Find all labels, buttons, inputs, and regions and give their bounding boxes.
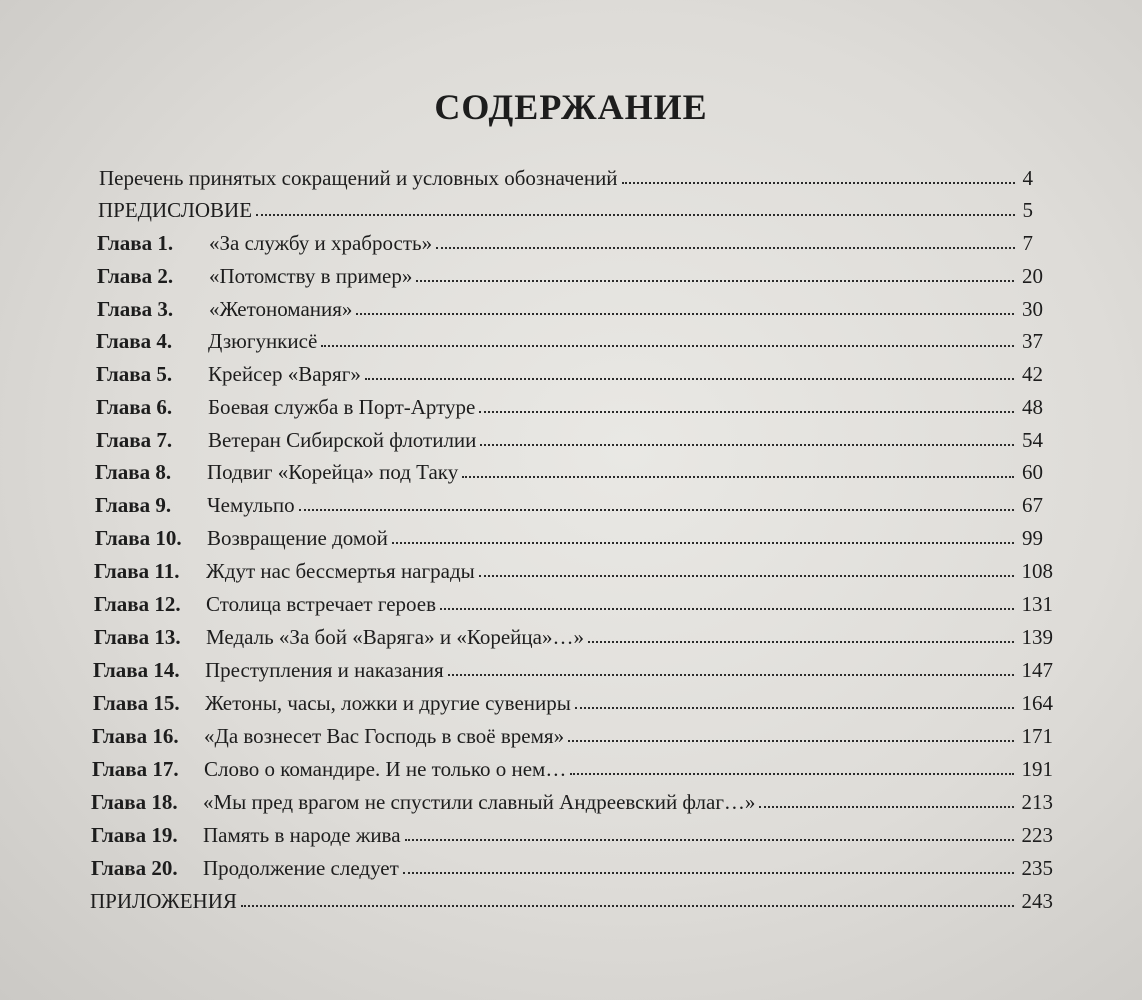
toc-entry-title: ПРИЛОЖЕНИЯ xyxy=(90,889,237,913)
toc-entry xyxy=(93,652,1053,682)
toc-entry xyxy=(93,685,1053,715)
toc-entry-title: Ветеран Сибирской флотилии xyxy=(208,428,477,452)
toc-entry-title: Дзюгункисё xyxy=(208,329,318,353)
toc-entry-title: Чемульпо xyxy=(207,493,295,517)
chapter-number: Глава 7. xyxy=(96,428,173,452)
toc-entry-title: «Потомству в пример» xyxy=(209,264,413,288)
toc-entry xyxy=(92,751,1053,781)
toc-entry-page: 99 xyxy=(1022,526,1043,550)
chapter-number: Глава 15. xyxy=(93,691,180,715)
chapter-number: Глава 19. xyxy=(91,823,178,847)
dot-leader xyxy=(256,214,1014,216)
chapter-number: Глава 18. xyxy=(91,790,178,814)
toc-entry-page: 108 xyxy=(1021,559,1053,583)
toc-entry-page: 67 xyxy=(1022,493,1043,517)
toc-entry xyxy=(96,323,1043,353)
dot-leader xyxy=(568,740,1013,742)
toc-entry-title: Продолжение следует xyxy=(203,856,399,880)
chapter-number: Глава 17. xyxy=(92,757,179,781)
dot-leader xyxy=(436,247,1014,249)
toc-entry-page: 37 xyxy=(1022,329,1043,353)
toc-entry-page: 223 xyxy=(1021,823,1053,847)
chapter-number: Глава 5. xyxy=(96,362,173,386)
toc-entry xyxy=(95,454,1043,484)
dot-leader xyxy=(479,411,1014,413)
chapter-number: Глава 14. xyxy=(93,658,180,682)
toc-entry xyxy=(95,520,1043,550)
toc-entry xyxy=(97,258,1043,288)
toc-entry-page: 213 xyxy=(1021,790,1053,814)
dot-leader xyxy=(241,905,1014,907)
toc-entry xyxy=(97,291,1043,321)
toc-entry xyxy=(92,718,1053,748)
toc-entry-title: Крейсер «Варяг» xyxy=(208,362,361,386)
toc-entry-page: 243 xyxy=(1021,889,1053,913)
dot-leader xyxy=(403,872,1014,874)
toc-entry-page: 147 xyxy=(1021,658,1053,682)
dot-leader xyxy=(299,509,1014,511)
toc-entry-title: ПРЕДИСЛОВИЕ xyxy=(98,198,253,222)
toc-entry xyxy=(90,883,1053,913)
toc-entry xyxy=(96,356,1043,386)
toc-entry xyxy=(91,817,1053,847)
chapter-number: Глава 20. xyxy=(91,856,178,880)
page-title: СОДЕРЖАНИЕ xyxy=(434,87,708,127)
toc-entry-title: «За службу и храбрость» xyxy=(209,231,433,255)
toc-entry-page: 7 xyxy=(1022,231,1033,255)
toc-entry-page: 139 xyxy=(1021,625,1053,649)
toc-entry-page: 191 xyxy=(1021,757,1053,781)
chapter-number: Глава 8. xyxy=(95,460,172,484)
toc-entry-title: Ждут нас бессмертья награды xyxy=(206,559,475,583)
toc-entry xyxy=(91,850,1053,880)
toc-entry xyxy=(97,225,1033,255)
toc-entry xyxy=(95,487,1043,517)
toc-entry-title: «Жетономания» xyxy=(209,297,353,321)
chapter-number: Глава 2. xyxy=(97,264,174,288)
toc-entry-page: 131 xyxy=(1021,592,1053,616)
toc-entry-page: 235 xyxy=(1021,856,1053,880)
toc-entry xyxy=(91,784,1053,814)
toc-entry-title: Боевая служба в Порт-Артуре xyxy=(208,395,476,419)
toc-entry xyxy=(96,422,1043,452)
dot-leader xyxy=(570,773,1013,775)
toc-entry-page: 171 xyxy=(1021,724,1053,748)
chapter-number: Глава 11. xyxy=(94,559,180,583)
toc-entry-title: Столица встречает героев xyxy=(206,592,437,616)
toc-entry-title: Перечень принятых сокращений и условных обозначений xyxy=(99,166,618,190)
dot-leader xyxy=(588,641,1014,643)
toc-entry-page: 48 xyxy=(1022,395,1043,419)
toc-entry-page: 60 xyxy=(1022,460,1043,484)
toc-entry-title: Медаль «За бой «Варяга» и «Корейца»…» xyxy=(206,625,584,649)
toc-entry-title: Подвиг «Корейца» под Таку xyxy=(207,460,459,484)
chapter-number: Глава 13. xyxy=(94,625,181,649)
chapter-number: Глава 6. xyxy=(96,395,173,419)
toc-entry xyxy=(94,586,1053,616)
toc-entry-title: «Мы пред врагом не спустили славный Андреевский флаг…» xyxy=(203,790,756,814)
dot-leader xyxy=(365,378,1014,380)
toc-entry xyxy=(94,619,1053,649)
toc-entry xyxy=(99,160,1033,190)
toc-entry-title: Жетоны, часы, ложки и другие сувениры xyxy=(205,691,571,715)
dot-leader xyxy=(392,542,1014,544)
dot-leader xyxy=(448,674,1014,676)
chapter-number: Глава 4. xyxy=(96,329,173,353)
dot-leader xyxy=(622,182,1015,184)
dot-leader xyxy=(356,313,1014,315)
toc-entry xyxy=(96,389,1043,419)
chapter-number: Глава 3. xyxy=(97,297,174,321)
chapter-number: Глава 1. xyxy=(97,231,174,255)
toc-entry-title: Возвращение домой xyxy=(207,526,388,550)
chapter-number: Глава 10. xyxy=(95,526,182,550)
dot-leader xyxy=(416,280,1014,282)
dot-leader xyxy=(405,839,1014,841)
toc-entry-page: 164 xyxy=(1021,691,1053,715)
toc-entry xyxy=(94,553,1053,583)
toc-entry-page: 20 xyxy=(1022,264,1043,288)
toc-entry-title: «Да вознесет Вас Господь в своё время» xyxy=(204,724,565,748)
toc-entry-title: Слово о командире. И не только о нем… xyxy=(204,757,567,781)
toc-entry-page: 54 xyxy=(1022,428,1043,452)
toc-entry-page: 4 xyxy=(1022,166,1033,190)
toc-entry-title: Память в народе жива xyxy=(203,823,401,847)
dot-leader xyxy=(440,608,1013,610)
dot-leader xyxy=(462,476,1014,478)
toc-entry-page: 30 xyxy=(1022,297,1043,321)
toc-entry-title: Преступления и наказания xyxy=(205,658,444,682)
dot-leader xyxy=(480,444,1014,446)
dot-leader xyxy=(575,707,1014,709)
dot-leader xyxy=(479,575,1014,577)
chapter-number: Глава 9. xyxy=(95,493,172,517)
toc-entry-page: 5 xyxy=(1022,198,1033,222)
chapter-number: Глава 12. xyxy=(94,592,181,616)
toc-entry-page: 42 xyxy=(1022,362,1043,386)
dot-leader xyxy=(759,806,1013,808)
toc-entry xyxy=(98,192,1033,222)
dot-leader xyxy=(321,345,1014,347)
chapter-number: Глава 16. xyxy=(92,724,179,748)
